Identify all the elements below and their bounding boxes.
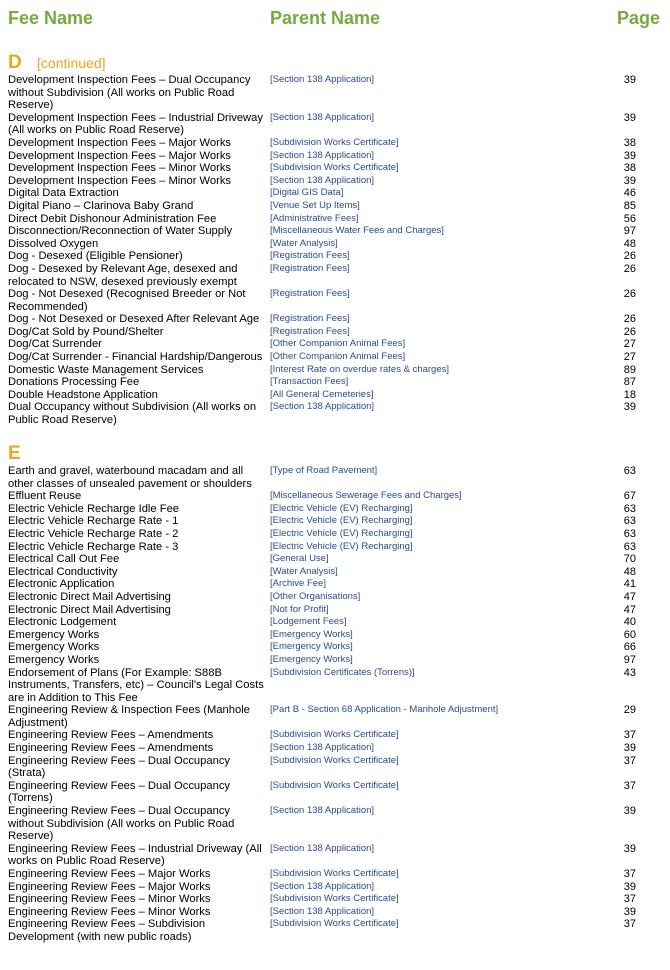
parent-name-link[interactable]: [Section 138 Application] <box>270 74 375 85</box>
parent-name-link[interactable]: [Electric Vehicle (EV) Recharging] <box>270 502 413 514</box>
fee-name: Dog/Cat Surrender <box>8 338 102 351</box>
page-number: 46 <box>623 187 636 200</box>
parent-name-link[interactable]: [Other Companion Animal Fees] <box>270 338 406 350</box>
section-d <box>8 52 636 427</box>
parent-name-link[interactable]: [Subdivision Works Certificate] <box>270 729 399 741</box>
fee-row <box>8 604 636 617</box>
parent-name-link[interactable]: [Subdivision Works Certificate] <box>270 162 399 174</box>
parent-name-link[interactable]: [Section 138 Application] <box>270 401 375 413</box>
fee-row <box>8 881 636 894</box>
fee-row <box>8 667 636 705</box>
fee-row <box>8 755 636 780</box>
fee-row <box>8 515 636 528</box>
page-number: 40 <box>623 616 636 629</box>
page-number: 26 <box>623 288 636 301</box>
fee-row <box>8 641 636 654</box>
fee-name: Engineering Review Fees – Major Works <box>8 880 211 893</box>
page-number: 39 <box>623 111 636 124</box>
page-number: 56 <box>623 212 636 225</box>
page-number: 39 <box>623 842 636 855</box>
parent-name-link[interactable]: [Electric Vehicle (EV) Recharging] <box>270 515 413 527</box>
parent-name-link[interactable]: [Subdivision Works Certificate] <box>270 136 399 148</box>
fee-name: Engineering Review Fees – Minor Works <box>8 905 211 918</box>
fee-name: Electric Vehicle Recharge Idle Fee <box>8 502 180 515</box>
parent-name-link[interactable]: [Subdivision Works Certificate] <box>270 918 399 930</box>
parent-name-link[interactable]: [Section 138 Application] <box>270 742 375 754</box>
page-number: 47 <box>623 603 636 616</box>
fee-row <box>8 918 636 943</box>
fee-name: Dog/Cat Surrender - Financial Hardship/Dangerous <box>8 351 263 364</box>
parent-name-link[interactable]: [Other Companion Animal Fees] <box>270 351 406 363</box>
fee-name: Engineering Review Fees – Dual Occupancy (Strata) <box>8 754 231 780</box>
page-number: 60 <box>623 628 636 641</box>
fee-name: Dissolved Oxygen <box>8 237 99 250</box>
fee-row <box>8 338 636 351</box>
fee-name: Engineering Review Fees – Subdivision Development (with new public roads) <box>8 918 206 943</box>
page-number: 39 <box>623 742 636 755</box>
page-number: 66 <box>623 641 636 654</box>
fee-row <box>8 162 636 175</box>
page-number: 39 <box>623 880 636 893</box>
fee-name: Electric Vehicle Recharge Rate - 1 <box>8 515 179 528</box>
page-number: 26 <box>623 313 636 326</box>
fee-name: Development Inspection Fees – Minor Works <box>8 174 232 187</box>
parent-name-link[interactable]: [Not for Profit] <box>270 603 329 615</box>
parent-name-link[interactable]: [Section 138 Application] <box>270 805 375 817</box>
fee-row <box>8 490 636 503</box>
fee-name: Development Inspection Fees – Major Works <box>8 136 232 149</box>
section-e <box>8 443 636 944</box>
page-number: 43 <box>623 666 636 679</box>
section-letter-text: E <box>8 443 21 464</box>
fee-row <box>8 175 636 188</box>
page-number: 63 <box>623 515 636 528</box>
page-number: 63 <box>623 465 636 477</box>
fee-row <box>8 553 636 566</box>
fee-row <box>8 288 636 313</box>
fee-name: Development Inspection Fees – Dual Occupancy without Subdivision (All works on Public Road Reserve) <box>8 74 251 112</box>
page-number: 70 <box>623 553 636 566</box>
fee-list <box>8 465 636 944</box>
parent-name-link[interactable]: [Emergency Works] <box>270 641 353 653</box>
fee-row <box>8 566 636 579</box>
fee-row <box>8 401 636 426</box>
fee-name: Electric Vehicle Recharge Rate - 3 <box>8 540 179 553</box>
fee-row <box>8 906 636 919</box>
fee-row <box>8 616 636 629</box>
page-number: 37 <box>623 729 636 742</box>
page-number: 26 <box>623 250 636 263</box>
page-number: 87 <box>623 376 636 389</box>
page-number: 26 <box>623 262 636 275</box>
fee-name: Development Inspection Fees – Industrial Driveway (All works on Public Road Reserve) <box>8 111 263 137</box>
parent-name-link[interactable]: [Miscellaneous Sewerage Fees and Charges] <box>270 490 462 502</box>
parent-name-link[interactable]: [Subdivision Works Certificate] <box>270 893 399 905</box>
parent-name-link[interactable]: [Registration Fees] <box>270 288 350 300</box>
fee-row <box>8 742 636 755</box>
page-number: 63 <box>623 527 636 540</box>
fee-name: Domestic Waste Management Services <box>8 363 204 376</box>
fee-row <box>8 250 636 263</box>
page-number: 37 <box>623 754 636 767</box>
fee-name: Dog/Cat Sold by Pound/Shelter <box>8 325 164 338</box>
fee-name: Engineering Review Fees – Dual Occupancy without Subdivision (All works on Public Road Reserve) <box>8 805 235 843</box>
fee-name: Electronic Application <box>8 578 115 591</box>
page-number: 37 <box>623 868 636 880</box>
page-header: Page <box>616 8 660 28</box>
fee-row <box>8 213 636 226</box>
fee-name: Engineering Review Fees – Dual Occupancy (Torrens) <box>8 779 231 805</box>
parent-name-link[interactable]: [Archive Fee] <box>270 578 326 590</box>
fee-row <box>8 503 636 516</box>
parent-name-link[interactable]: [Section 138 Application] <box>270 842 375 854</box>
parent-name-link[interactable]: [Administrative Fees] <box>270 212 359 224</box>
fee-row <box>8 704 636 729</box>
fee-name: Disconnection/Reconnection of Water Supply <box>8 225 233 238</box>
fee-name: Electrical Call Out Fee <box>8 553 120 566</box>
parent-name-link[interactable]: [Emergency Works] <box>270 628 353 640</box>
page-number: 97 <box>623 653 636 666</box>
fee-row <box>8 868 636 881</box>
page-number: 39 <box>623 174 636 187</box>
fee-name: Dog - Not Desexed (Recognised Breeder or Not Recommended) <box>8 288 246 313</box>
fee-row <box>8 629 636 642</box>
fee-row <box>8 654 636 667</box>
fee-row <box>8 351 636 364</box>
fee-name: Earth and gravel, waterbound macadam and all other classes of unsealed pavement or shoulders <box>8 465 252 490</box>
fee-name: Dog - Desexed (Eligible Pensioner) <box>8 250 183 263</box>
fee-name: Electrical Conductivity <box>8 565 118 578</box>
fee-row <box>8 112 636 137</box>
fee-name: Engineering Review Fees – Industrial Driveway (All works on Public Road Reserve) <box>8 842 262 868</box>
fee-name: Emergency Works <box>8 653 100 666</box>
page-number: 37 <box>623 779 636 792</box>
fee-name: Double Headstone Application <box>8 388 158 401</box>
page-number: 63 <box>623 502 636 515</box>
page-number: 39 <box>623 401 636 414</box>
parent-name-link[interactable]: [Water Analysis] <box>270 237 338 249</box>
parent-name-link[interactable]: [Section 138 Application] <box>270 174 375 186</box>
fee-name: Dual Occupancy without Subdivision (All works on Public Road Reserve) <box>8 401 257 427</box>
parent-name-link[interactable]: [Electric Vehicle (EV) Recharging] <box>270 527 413 539</box>
fee-row <box>8 238 636 251</box>
column-header <box>8 6 660 30</box>
fee-row <box>8 578 636 591</box>
fee-row <box>8 326 636 339</box>
fee-row <box>8 137 636 150</box>
parent-name-link[interactable]: [All General Cemeteries] <box>270 388 374 400</box>
parent-name-link[interactable]: [Other Organisations] <box>270 590 361 602</box>
fee-row <box>8 74 636 112</box>
page-number: 27 <box>623 338 636 351</box>
page-number: 26 <box>623 325 636 338</box>
fee-name: Engineering Review & Inspection Fees (Manhole Adjustment) <box>8 704 250 729</box>
parent-name-link[interactable]: [Section 138 Application] <box>270 880 375 892</box>
parent-name-link[interactable]: [Subdivision Certificates (Torrens)] <box>270 666 415 678</box>
parent-name-link[interactable]: [Section 138 Application] <box>270 905 375 917</box>
fee-list <box>8 74 636 427</box>
parent-name-link[interactable]: [Electric Vehicle (EV) Recharging] <box>270 540 413 552</box>
fee-name: Emergency Works <box>8 628 100 641</box>
fee-name: Engineering Review Fees – Amendments <box>8 742 214 755</box>
fee-row <box>8 364 636 377</box>
parent-name-link[interactable]: [Part B - Section 68 Application - Manhole Adjustment] <box>270 704 499 716</box>
parent-name-link[interactable]: [Registration Fees] <box>270 313 350 325</box>
page-number: 67 <box>623 490 636 503</box>
fee-name: Electric Vehicle Recharge Rate - 2 <box>8 527 179 540</box>
page-number: 38 <box>623 136 636 149</box>
fee-row <box>8 389 636 402</box>
page-number: 47 <box>623 590 636 603</box>
fee-row <box>8 805 636 843</box>
page-number: 37 <box>623 893 636 906</box>
fee-row <box>8 528 636 541</box>
page-number: 18 <box>623 388 636 401</box>
parent-name-link[interactable]: [Subdivision Works Certificate] <box>270 754 399 766</box>
fee-name: Engineering Review Fees – Major Works <box>8 868 211 880</box>
page-number: 39 <box>623 905 636 918</box>
fee-name: Dog - Desexed by Relevant Age, desexed and relocated to NSW, desexed previously exempt <box>8 262 238 288</box>
page-number: 29 <box>623 704 636 717</box>
page-number: 89 <box>623 363 636 376</box>
fee-name: Endorsement of Plans (For Example: S88B Instruments, Transfers, etc) – Council's Legal Costs are in Addition to This Fee <box>8 666 264 704</box>
parent-name-link[interactable]: [General Use] <box>270 553 329 565</box>
fee-row <box>8 729 636 742</box>
fee-name-header: Fee Name <box>8 8 94 28</box>
section-letter-text: D <box>8 52 22 73</box>
parent-name-link[interactable]: [Emergency Works] <box>270 653 353 665</box>
fee-name: Engineering Review Fees – Minor Works <box>8 893 211 906</box>
fee-name: Direct Debit Dishonour Administration Fee <box>8 212 217 225</box>
fee-name: Effluent Reuse <box>8 490 82 503</box>
page-number: 39 <box>623 805 636 818</box>
fee-name: Digital Piano – Clarinova Baby Grand <box>8 199 194 212</box>
fee-name: Engineering Review Fees – Amendments <box>8 729 214 742</box>
parent-name-header: Parent Name <box>270 8 381 28</box>
parent-name-link[interactable]: [Digital GIS Data] <box>270 187 344 199</box>
parent-name-link[interactable]: [Registration Fees] <box>270 250 350 262</box>
parent-name-link[interactable]: [Miscellaneous Water Fees and Charges] <box>270 225 444 237</box>
fee-row <box>8 591 636 604</box>
fee-row <box>8 187 636 200</box>
fee-row <box>8 780 636 805</box>
continued-label: [continued] <box>37 55 106 71</box>
fee-name: Dog - Not Desexed or Desexed After Relevant Age <box>8 313 260 326</box>
fee-row <box>8 893 636 906</box>
fee-row <box>8 376 636 389</box>
fee-name: Development Inspection Fees – Minor Works <box>8 162 232 175</box>
fee-row <box>8 263 636 288</box>
parent-name-link[interactable]: [Subdivision Works Certificate] <box>270 868 399 879</box>
page-number: 97 <box>623 225 636 238</box>
page-number: 39 <box>623 74 636 86</box>
parent-name-link[interactable]: [Registration Fees] <box>270 325 350 337</box>
page-number: 27 <box>623 351 636 364</box>
fee-row <box>8 465 636 490</box>
page-number: 63 <box>623 540 636 553</box>
parent-name-link[interactable]: [Section 138 Application] <box>270 111 375 123</box>
section-letter <box>8 52 636 74</box>
parent-name-link[interactable]: [Section 138 Application] <box>270 149 375 161</box>
parent-name-link[interactable]: [Venue Set Up Items] <box>270 199 360 211</box>
section-letter <box>8 443 636 465</box>
fee-row <box>8 843 636 868</box>
fee-row <box>8 225 636 238</box>
parent-name-link[interactable]: [Water Analysis] <box>270 565 338 577</box>
parent-name-link[interactable]: [Lodgement Fees] <box>270 616 347 628</box>
parent-name-link[interactable]: [Subdivision Works Certificate] <box>270 779 399 791</box>
fee-name: Emergency Works <box>8 641 100 654</box>
fee-row <box>8 541 636 554</box>
fee-name: Development Inspection Fees – Major Works <box>8 149 232 162</box>
parent-name-link[interactable]: [Type of Road Pavement] <box>270 465 378 476</box>
fee-name: Digital Data Extraction <box>8 187 119 200</box>
parent-name-link[interactable]: [Registration Fees] <box>270 262 350 274</box>
page-number: 48 <box>623 565 636 578</box>
fee-name: Electronic Direct Mail Advertising <box>8 590 171 603</box>
fee-name: Donations Processing Fee <box>8 376 140 389</box>
fee-name: Electronic Lodgement <box>8 616 117 629</box>
page-number: 39 <box>623 149 636 162</box>
parent-name-link[interactable]: [Interest Rate on overdue rates & charges] <box>270 363 450 375</box>
fee-name: Electronic Direct Mail Advertising <box>8 603 171 616</box>
fee-row <box>8 313 636 326</box>
fee-row <box>8 150 636 163</box>
page-number: 48 <box>623 237 636 250</box>
page-number: 41 <box>623 578 636 591</box>
parent-name-link[interactable]: [Transaction Fees] <box>270 376 349 388</box>
page-number: 85 <box>623 199 636 212</box>
page-number: 37 <box>623 918 636 931</box>
page-number: 38 <box>623 162 636 175</box>
fee-row <box>8 200 636 213</box>
